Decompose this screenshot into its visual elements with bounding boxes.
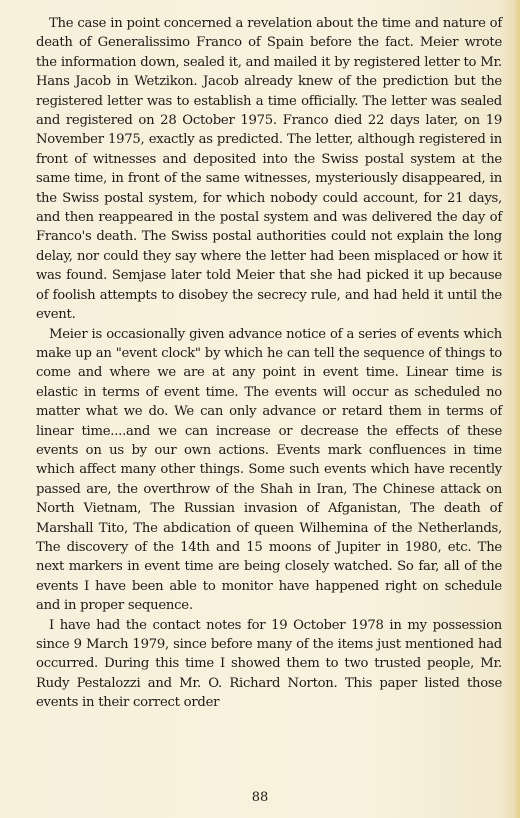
paragraph-event-clock: Meier is occasionally given advance notice of a series of events which make up an "event clock" by which he can tell the sequence of things to come and where we are at any point in event time. Linear time is elastic in terms of event time. The events will occur as scheduled no matter what we do. We can only advance or retard them in terms of linear time....and we can increase or decrease the effects of these events on us by our own actions. Events mark confluences in time which affect many other things. Some such events which have recently passed are, the overthrow of the Shah in Iran, The Chinese attack on North Vietnam, The Russian invasion of Afganistan, The death of Marshall Tito, The abdication of queen Wilhemina of the Netherlands, The discovery of the 14th and 15 moons of Jupiter in 1980, etc. The next markers in event time are being closely watched. So far, all of the events I have been able to monitor have happened right on schedule and in proper sequence.: [36, 326, 502, 614]
paragraph-contact-notes: I have had the contact notes for 19 October 1978 in my possession since 9 March 1979, since before many of the items just mentioned had occurred. During this time I showed them to two trusted people, Mr. Rudy Pestalozzi and Mr. O. Richard Norton. This paper listed those events in their correct order: [36, 617, 502, 711]
page-number: 88: [251, 790, 269, 805]
page-edge: [514, 0, 520, 818]
paragraph-franco-letter: The case in point concerned a revelation about the time and nature of death of Generalissimo Franco of Spain before the fact. Meier wrote the information down, sealed it, and mailed it by registered letter to Mr. Hans Jacob in Wetzikon. Jacob already knew of the prediction but the registered letter was to establish a time officially. The letter was sealed and registered on 28 October 1975. Franco died 22 days later, on 19 November 1975, exactly as predicted. The letter, although registered in front of witnesses and deposited into the Swiss postal system at the same time, in front of the same witnesses, mysteriously disappeared, in the Swiss postal system, for which nobody could account, for 21 days, and then reappeared in the postal system and was delivered the day of Franco's death. The Swiss postal authorities could not explain the long delay, nor could they say where the letter had been misplaced or how it was found. Semjase later told Meier that she had picked it up because of foolish attempts to disobey the secrecy rule, and had held it until the event.: [36, 16, 502, 323]
body-text: [36, 14, 502, 713]
